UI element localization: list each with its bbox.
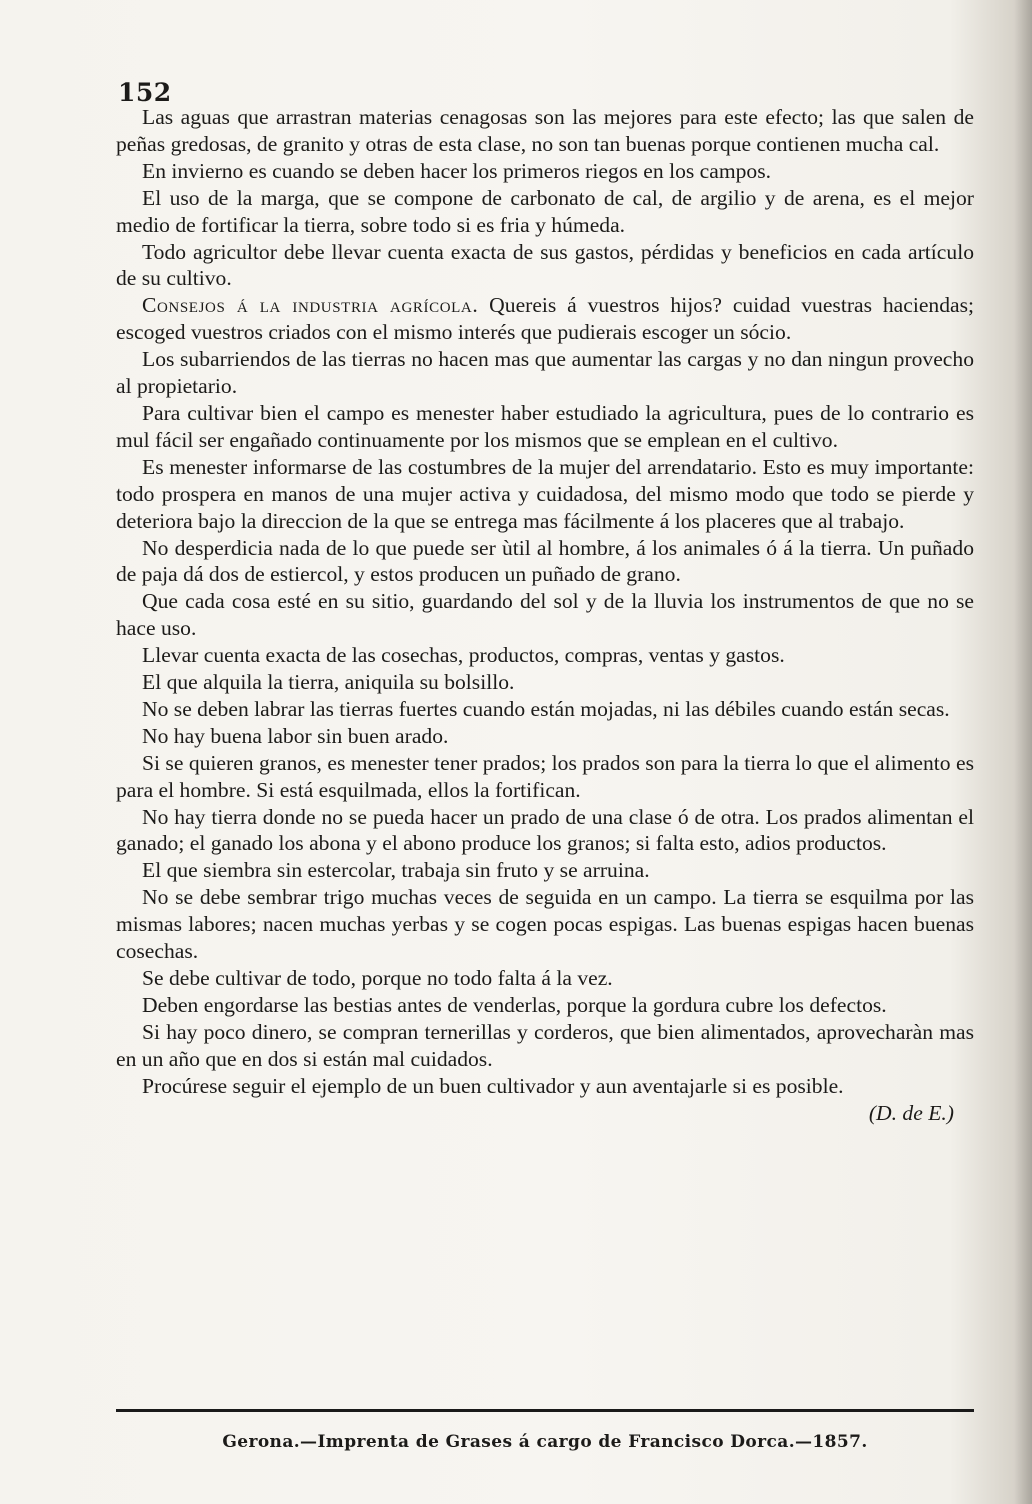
paragraph-marga: El uso de la marga, que se compone de carbonato de cal, de argilio y de arena, es el mejor medio de fortificar la tierra, sobre todo si es fria y húmeda. [116,185,974,237]
body-text [116,104,974,1126]
paragraph-trigo: No se debe sembrar trigo muchas veces de seguida en un campo. La tierra se esquilma por las mismas labores; nacen muchas yerbas y se cogen pocas espigas. Las buenas espigas hacen buenas cosechas. [116,885,974,964]
section-heading: Consejos á la industria agrícola. [142,293,479,318]
paragraph-ejemplo-text: Procúrese seguir el ejemplo de un buen cultivador y aun aventajarle si es posible. [142,1073,844,1098]
paragraph-dinero: Si hay poco dinero, se compran ternerillas y corderos, que bien alimentados, aprovecharàn mas en un año que en dos si están mal cuidados. [116,1019,974,1071]
paragraph-cosechas: Llevar cuenta exacta de las cosechas, productos, compras, ventas y gastos. [142,643,785,668]
paragraph-granos: Si se quieren granos, es menester tener prados; los prados son para la tierra lo que el alimento es para el hombre. Si está esquilmada, ellos la fortifican. [116,750,974,802]
paragraph-subarriendos: Los subarriendos de las tierras no hacen mas que aumentar las cargas y no dan ningun provecho al propietario. [116,347,974,399]
paragraph-alquila: El que alquila la tierra, aniquila su bolsillo. [142,670,515,695]
paragraph-todo: Se debe cultivar de todo, porque no todo falta á la vez. [142,966,613,990]
paragraph-cultivar: Para cultivar bien el campo es menester haber estudiado la agricultura, pues de lo contrario es mul fácil ser engañado continuamente por los mismos que se emplean en el cultivo. [116,400,974,452]
paragraph-ejemplo [116,1073,974,1125]
page-edge-shadow [1014,0,1032,1504]
attribution: (D. de E.) [868,1100,954,1125]
paragraph-consejos-text: Quereis á vuestros hijos? cuidad vuestras haciendas; escoged vuestros criados con el mismo interés que pudierais escoger un sócio. [116,293,974,345]
paragraph-consejos [116,292,974,346]
paragraph-prado: No hay tierra donde no se pueda hacer un prado de una clase ó de otra. Los prados alimentan el ganado; el ganado los abona y el abono produce los granos; si falta esto, adios productos. [116,804,974,856]
paragraph-bestias: Deben engordarse las bestias antes de venderlas, porque la gordura cubre los defectos. [142,992,887,1017]
paragraph-sitio: Que cada cosa esté en su sitio, guardando del sol y de la lluvia los instrumentos de que no se hace uso. [116,589,974,641]
paragraph-desperdicia: No desperdicia nada de lo que puede ser ùtil al hombre, á los animales ó á la tierra. Un puñado de paja dá dos de estiercol, y estos producen un puñado de grano. [116,535,974,587]
paragraph-invierno: En invierno es cuando se deben hacer los primeros riegos en los campos. [142,158,772,183]
paragraph-aguas: Las aguas que arrastran materias cenagosas son las mejores para este efecto; las que salen de peñas gredosas, de granito y otras de esta clase, no son tan buenas porque contienen mucha cal. [116,105,974,156]
paragraph-mujer: Es menester informarse de las costumbres de la mujer del arrendatario. Esto es muy importante: todo prospera en manos de una mujer activa y cuidadosa, del mismo modo que todo se pierde y deteriora bajo la direccion de la que se entrega mas fácilmente á los placeres que al trabajo. [116,454,974,533]
page-number: 152 [118,78,172,107]
printer-imprint: Gerona.—Imprenta de Grases á cargo de Francisco Dorca.—1857. [222,1432,868,1452]
paragraph-labrar: No se deben labrar las tierras fuertes cuando están mojadas, ni las débiles cuando están secas. [142,696,950,721]
footer-rule [116,1409,974,1412]
paragraph-estercolar: El que siembra sin estercolar, trabaja sin fruto y se arruina. [142,858,650,883]
paragraph-arado: No hay buena labor sin buen arado. [142,723,449,748]
paragraph-agricultor: Todo agricultor debe llevar cuenta exacta de sus gastos, pérdidas y beneficios en cada artículo de su cultivo. [116,239,974,291]
